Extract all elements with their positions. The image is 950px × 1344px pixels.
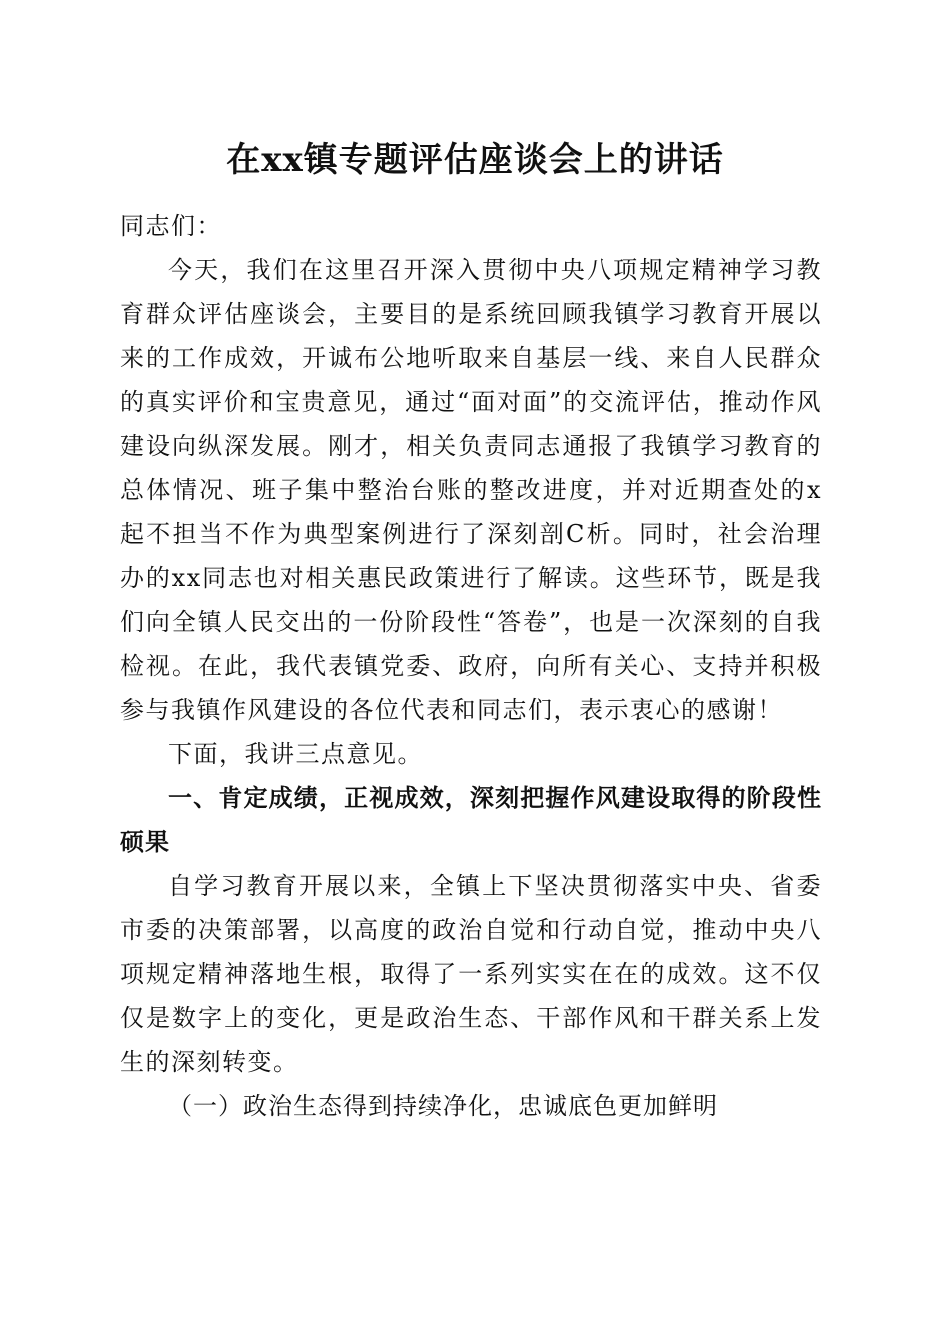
paragraph-outline: 下面，我讲三点意见。 <box>168 740 423 768</box>
paragraph-opening: 今天，我们在这里召开深入贯彻中央八项规定精神学习教育群众评估座谈会，主要目的是系统回顾我镇学习教育开展以来的工作成效，开诚布公地听取来自基层一线、来自人民群众的真实评价和宝贵意见，通过“面对面”的交流评估，推动作风建设向纵深发展。刚才，相关负责同志通报了我镇学习教育的总体情况、班子集中整治台账的整改进度，并对近期查处的x起不担当不作为典型案例进行了深刻剖C析。同时，社会治理办的xx同志也对相关惠民政策进行了解读。这些环节，既是我们向全镇人民交出的一份阶段性“答卷”，也是一次深刻的自我检视。在此，我代表镇党委、政府，向所有关心、支持并积极参与我镇作风建设的各位代表和同志们，表示衷心的感谢！ <box>120 256 822 724</box>
section-heading-1: 一、肯定成绩，正视成效，深刻把握作风建设取得的阶段性硕果 <box>120 784 822 856</box>
section-1-paragraph: 自学习教育开展以来，全镇上下坚决贯彻落实中央、省委市委的决策部署，以高度的政治自觉和行动自觉，推动中央八项规定精神落地生根，取得了一系列实实在在的成效。这不仅仅是数字上的变化，更是政治生态、干部作风和干群关系上发生的深刻转变。 <box>120 872 822 1076</box>
salutation: 同志们： <box>120 212 222 240</box>
document-body <box>120 204 822 1128</box>
section-1-subheading-1: （一）政治生态得到持续净化，忠诚底色更加鲜明 <box>168 1092 718 1120</box>
document-title: 在xx镇专题评估座谈会上的讲话 <box>226 140 724 180</box>
